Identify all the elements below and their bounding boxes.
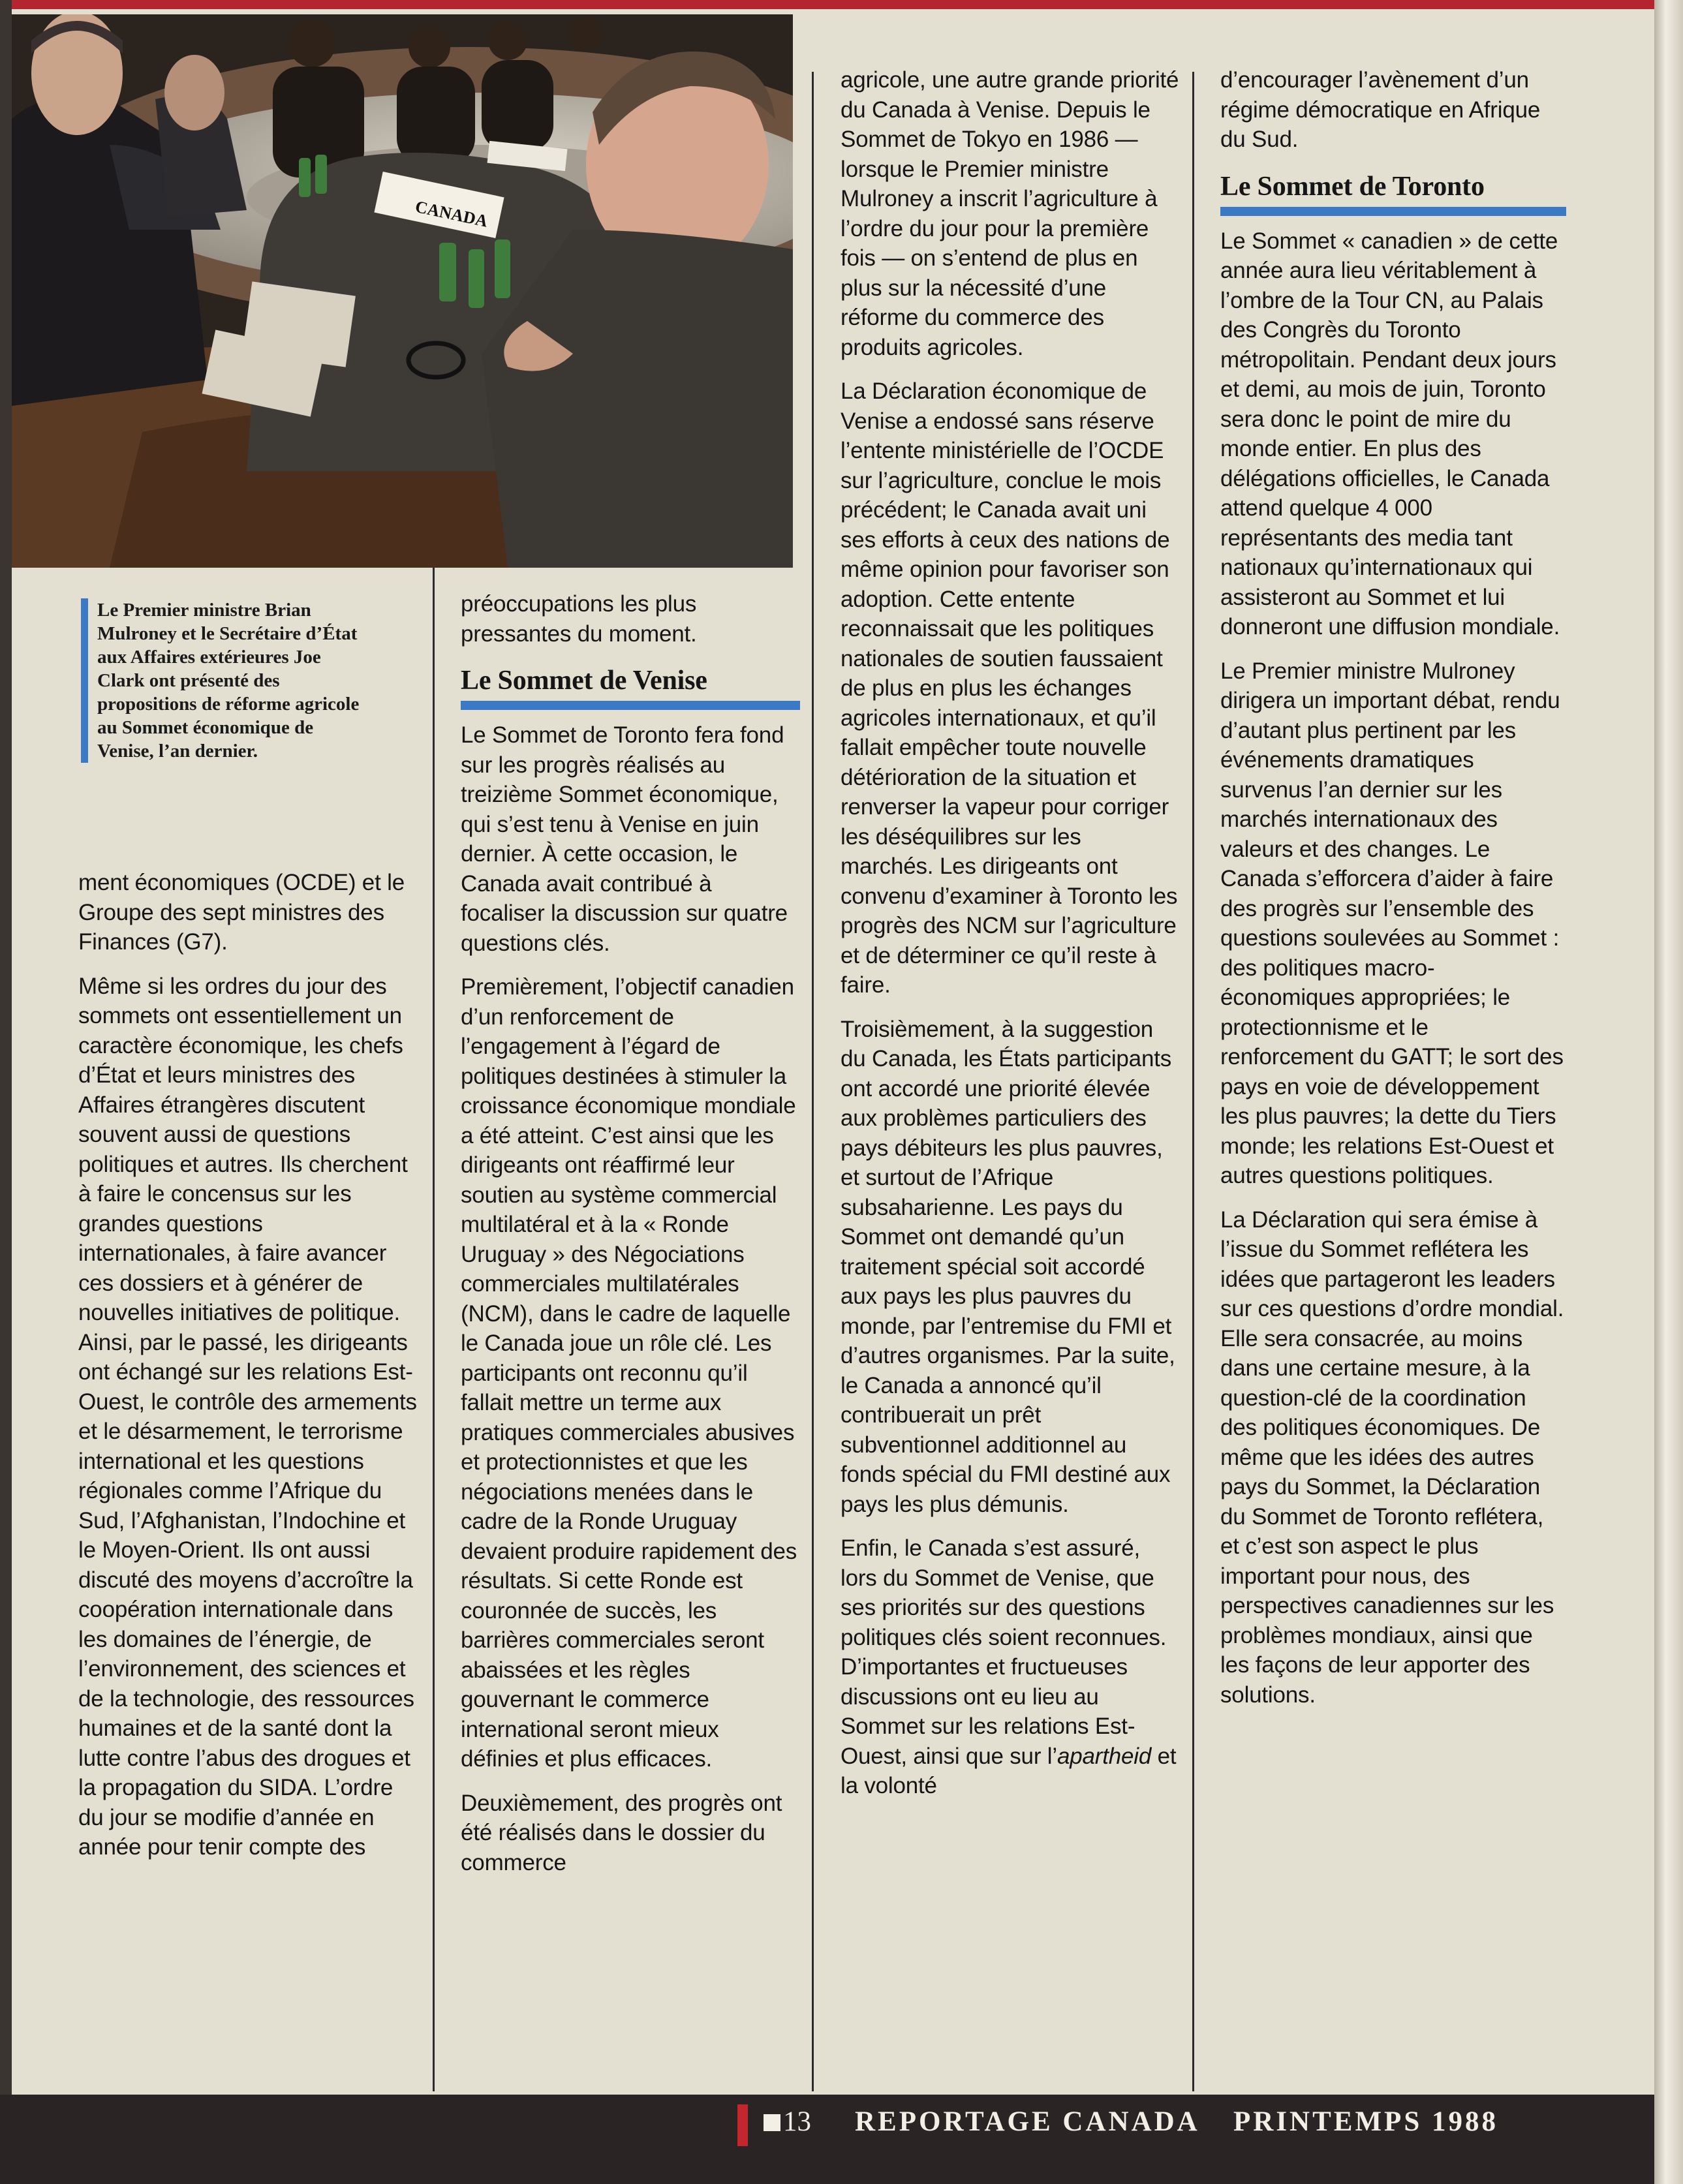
- page-number: 13: [783, 2106, 811, 2137]
- section-heading-toronto: [1220, 169, 1566, 212]
- paragraph: préoccupations les plus pressantes du moment.: [461, 591, 697, 647]
- article-column-3: [841, 65, 1180, 1815]
- footer-square-icon: [764, 2114, 780, 2131]
- section-heading-venise: [461, 663, 800, 706]
- paragraph: Premièrement, l’objectif canadien d’un renforcement de l’engagement à l’égard de politiques destinées à stimuler la croissance économique mondiale a été atteint. C’est ainsi que les dirigeants ont réaffirmé leur soutien au système commercial multilatéral et à la « Ronde Uruguay » des Négociations commerciales multilatérales (NCM), dans le cadre de laquelle le Canada joue un rôle clé. Les participants ont reconnu qu’il fallait mettre un terme aux pratiques commerciales abusives et protectionnistes et que les négociations menées dans le cadre de la Ronde Uruguay devaient produire rapidement des résultats. Si cette Ronde est couronnée de succès, les barrières commerciales seront abaissées et les règles gouvernant le commerce international seront mieux définies et plus efficaces.: [461, 974, 797, 1772]
- paragraph: [841, 1533, 1180, 1801]
- place-card-canada: CANADA: [413, 196, 490, 231]
- paragraph: Même si les ordres du jour des sommets ont essentiellement un caractère économique, les chefs d’État et leurs ministres des Affaires étrangères discutent souvent aussi de questions politiques et autres. Ils cherchent à faire le concensus sur les grandes questions internationales, à faire avancer ces dossiers et à générer de nouvelles initiatives de politique. Ainsi, par le passé, les dirigeants ont échangé sur les relations Est-Ouest, le contrôle des armements et le désarmement, le terrorisme international et les questions régionales comme l’Afrique du Sud, l’Afghanistan, l’Indochine et le Moyen-Orient. Ils ont aussi discuté des moyens d’accroître la coopération internationale dans les domaines de l’énergie, de l’environnement, des sciences et de la technologie, des ressources humaines et de la santé dont la lutte contre l’abus des drogues et la propagation du SIDA. L’ordre du jour se modifie d’année en année pour tenir compte des: [78, 973, 417, 1860]
- footer-red-marker: [737, 2104, 748, 2146]
- paragraph: La Déclaration économique de Venise a endossé sans réserve l’entente ministérielle de l’OCDE sur l’agriculture, conclue le mois précédent; le Canada avait uni ses efforts à ceux des nations de même opinion pour favoriser son adoption. Cette entente reconnaissait que les politiques nationales de soutien faussaient de plus en plus les échanges agricoles internationaux, et qu’il fallait empêcher toute nouvelle détérioration de la situation et renverser la vapeur pour corriger les déséquilibres sur les marchés. Les dirigeants ont convenu d’examiner à Toronto les progrès des NCM sur l’agriculture et de déterminer ce qu’il reste à faire.: [841, 378, 1178, 998]
- article-column-4: [1220, 65, 1566, 1724]
- column-rule-3: [1192, 72, 1194, 2091]
- column-rule-1: [433, 568, 435, 2091]
- paragraph: Le Sommet de Toronto fera fond sur les progrès réalisés au treizième Sommet économique, qui s’est tenu à Venise en juin dernier. À cette occasion, le Canada avait contribué à focaliser la discussion sur quatre questions clés.: [461, 722, 788, 956]
- page-fold-edge: [1654, 0, 1683, 2184]
- heading-underline-bar: [1220, 207, 1566, 216]
- paragraph: Le Premier ministre Mulroney dirigera un important débat, rendu d’autant plus pertinent par les événements dramatiques survenus l’an dernier sur les marchés internationaux des valeurs et des changes. Le Canada s’efforcera d’aider à faire des progrès sur l’ensemble des questions soulevées au Sommet : des politiques macro-économiques appropriées; le protectionnisme et le renforcement du GATT; le sort des pays en voie de développement les plus pauvres; la dette du Tiers monde; les relations Est-Ouest et autres questions politiques.: [1220, 658, 1564, 1188]
- text-run: Enfin, le Canada s’est assuré, lors du Sommet de Venise, que ses priorités sur des questions politiques clés soient reconnues. D’importantes et fructueuses discussions ont eu lieu au Sommet sur les relations Est-Ouest, ainsi que sur l’: [841, 1535, 1167, 1769]
- heading-underline-bar: [461, 701, 800, 710]
- paragraph: La Déclaration qui sera émise à l’issue du Sommet reflétera les idées que partageront les leaders sur ces questions d’ordre mondial. Elle sera consacrée, au moins dans une certaine mesure, à la question-clé de la coordination des politiques économiques. De même que les idées des autres pays du Sommet, la Déclaration du Sommet de Toronto reflétera, et c’est son aspect le plus important pour nous, des perspectives canadiennes sur les problèmes mondiaux, ainsi que les façons de leur apporter des solutions.: [1220, 1207, 1564, 1708]
- text-run: et la volonté: [841, 1743, 1177, 1798]
- photo-illustration: [12, 14, 793, 568]
- section-heading-text: Le Sommet de Venise: [461, 666, 707, 696]
- photo-caption: Le Premier ministre Brian Mulroney et le Secrétaire d’État aux Affaires extérieures Joe Clark ont présenté des propositions de réforme agricole au Sommet économique de Venise, l’an dernier.: [81, 598, 371, 763]
- publication-name: REPORTAGE CANADA: [855, 2106, 1200, 2137]
- article-column-2: [461, 589, 800, 1892]
- paragraph: agricole, une autre grande priorité du Canada à Venise. Depuis le Sommet de Tokyo en 1986 — lorsque le Premier ministre Mulroney a inscrit l’agriculture à l’ordre du jour pour la première fois — on s’entend de plus en plus sur la nécessité d’une réforme du commerce des produits agricoles.: [841, 67, 1179, 360]
- top-color-strip: [0, 0, 1683, 9]
- section-heading-text: Le Sommet de Toronto: [1220, 171, 1485, 202]
- paragraph: ment économiques (OCDE) et le Groupe des sept ministres des Finances (G7).: [78, 870, 405, 955]
- scan-left-edge: [0, 0, 12, 2184]
- paragraph: d’encourager l’avènement d’un régime démocratique en Afrique du Sud.: [1220, 67, 1541, 152]
- issue-date: PRINTEMPS 1988: [1233, 2106, 1498, 2137]
- summit-photograph: [12, 14, 793, 568]
- column-rule-2: [812, 72, 814, 2091]
- paragraph: Deuxièmement, des progrès ont été réalisés dans le dossier du commerce: [461, 1790, 782, 1875]
- paragraph: Troisièmement, à la suggestion du Canada, les États participants ont accordé une priorité élevée aux problèmes particuliers des pays débiteurs les plus pauvres, et surtout de l’Afrique subsaharienne. Les pays du Sommet ont demandé qu’un traitement spécial soit accordé aux pays les plus pauvres du monde, par l’entremise du FMI et d’autres organismes. Par la suite, le Canada a annoncé qu’il contribuerait un prêt subventionnel additionnel au fonds spécial du FMI destiné aux pays les plus démunis.: [841, 1016, 1175, 1517]
- article-column-1: [78, 868, 418, 1877]
- italic-term: apartheid: [1057, 1743, 1152, 1769]
- paragraph: Le Sommet « canadien » de cette année aura lieu véritablement à l’ombre de la Tour CN, au Palais des Congrès du Toronto métropolitain. Pendant deux jours et demi, au mois de juin, Toronto sera donc le point de mire du monde entier. En plus des délégations officielles, le Canada attend quelque 4 000 représentants des media tant nationaux qu’internationaux qui assisteront au Sommet et lui donneront une diffusion mondiale.: [1220, 228, 1560, 639]
